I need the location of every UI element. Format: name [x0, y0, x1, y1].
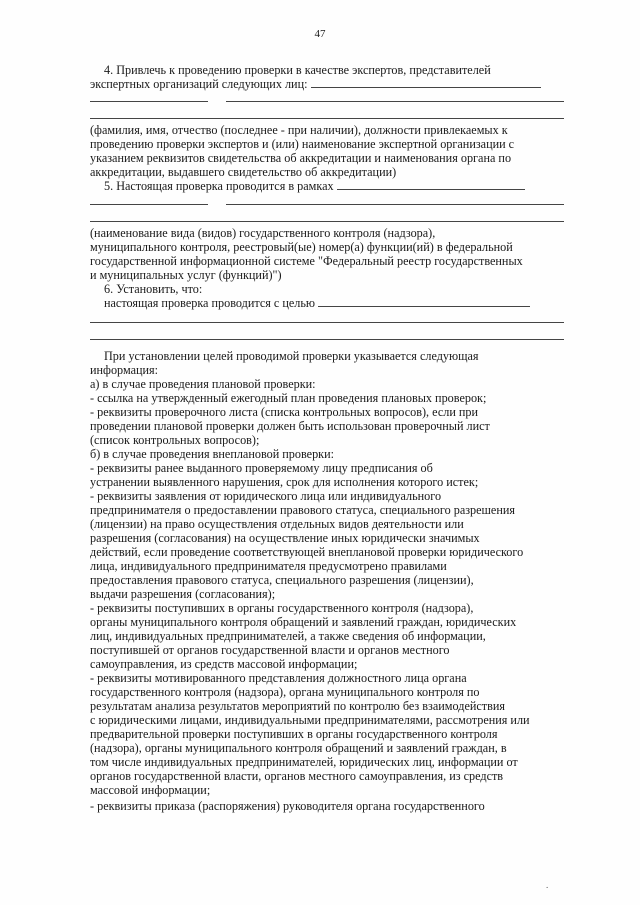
scan-mark: . — [546, 880, 549, 890]
body-line: поступившей от органов государственной власти и органов местного — [90, 643, 450, 657]
body-line: органов государственной власти, органов местного самоуправления, из средств — [90, 769, 504, 783]
body-line: (надзора), органы муниципального контроля обращений и заявлений граждан, в — [90, 741, 507, 755]
body-line: (список контрольных вопросов); — [90, 433, 260, 447]
body-line: - реквизиты приказа (распоряжения) руководителя органа государственного — [90, 799, 485, 813]
item-6-purpose-line: настоящая проверка проводится с целью — [104, 296, 530, 310]
body-line: При установлении целей проводимой проверки указывается следующая — [104, 349, 479, 363]
body-line: а) в случае проведения плановой проверки: — [90, 377, 316, 391]
body-line: государственного контроля (надзора), органа муниципального контроля по — [90, 685, 480, 699]
body-line: лиц, индивидуальных предпринимателей, а также сведения об информации, — [90, 629, 486, 643]
fill-line — [90, 101, 208, 102]
body-line: - ссылка на утвержденный ежегодный план проведения плановых проверок; — [90, 391, 487, 405]
fill-line — [337, 179, 525, 190]
note-line: (фамилия, имя, отчество (последнее - при наличии), должности привлекаемых к — [90, 123, 508, 137]
item-5-line: 5. Настоящая проверка проводится в рамках — [104, 179, 525, 193]
fill-line — [226, 204, 564, 205]
body-line: самоуправления, из средств массовой информации; — [90, 657, 358, 671]
body-line: информация: — [90, 363, 159, 377]
body-line: предоставления правового статуса, специального разрешения (лицензии), — [90, 573, 474, 587]
item-4-line-1: 4. Привлечь к проведению проверки в качестве экспертов, представителей — [104, 63, 491, 77]
fill-line — [318, 296, 530, 307]
body-line: - реквизиты мотивированного представления должностного лица органа — [90, 671, 467, 685]
fill-line — [90, 339, 564, 340]
body-line: - реквизиты проверочного листа (списка контрольных вопросов), если при — [90, 405, 479, 419]
body-line: предпринимателя о предоставлении правового статуса, специального разрешения — [90, 503, 515, 517]
body-line: устранении выявленного нарушения, срок для исполнения которого истек; — [90, 475, 479, 489]
body-line: органы муниципального контроля обращений и заявлений граждан, юридических — [90, 615, 517, 629]
body-line: (лицензии) на право осуществления отдельных видов деятельности или — [90, 517, 464, 531]
fill-line — [226, 101, 564, 102]
fill-line — [90, 221, 564, 222]
body-line: результатам анализа результатов мероприятий по контролю без взаимодействия — [90, 699, 506, 713]
fill-line — [90, 322, 564, 323]
item-6-line: 6. Установить, что: — [104, 282, 203, 296]
note-line: и муниципальных услуг (функций)") — [90, 268, 282, 282]
fill-line — [90, 118, 564, 119]
body-line: том числе индивидуальных предпринимателей, юридических лиц, информации от — [90, 755, 518, 769]
note-line: указанием реквизитов свидетельства об аккредитации и наименования органа по — [90, 151, 512, 165]
body-line: действий, если проведение соответствующей внеплановой проверки юридического — [90, 545, 524, 559]
page-number: 47 — [314, 28, 326, 40]
body-line: - реквизиты ранее выданного проверяемому лицу предписания об — [90, 461, 433, 475]
note-line: (наименование вида (видов) государственного контроля (надзора), — [90, 226, 436, 240]
note-line: аккредитации, выдавшего свидетельство об аккредитации) — [90, 165, 397, 179]
body-line: выдачи разрешения (согласования); — [90, 587, 276, 601]
body-line: с юридическими лицами, индивидуальными предпринимателями, рассмотрения или — [90, 713, 530, 727]
body-line: лица, индивидуального предпринимателя предусмотрено правилами — [90, 559, 447, 573]
body-line: предварительной проверки поступивших в органы государственного контроля — [90, 727, 498, 741]
body-line: - реквизиты заявления от юридического лица или индивидуального — [90, 489, 442, 503]
body-line: б) в случае проведения внеплановой проверки: — [90, 447, 335, 461]
note-line: государственной информационной системе "Федеральный реестр государственных — [90, 254, 523, 268]
note-line: проведению проверки экспертов и (или) наименование экспертной организации с — [90, 137, 515, 151]
item-4-line-2: экспертных организаций следующих лиц: — [90, 77, 541, 91]
fill-line — [90, 204, 208, 205]
note-line: муниципального контроля, реестровый(ые) номер(а) функции(ий) в федеральной — [90, 240, 513, 254]
fill-line — [311, 77, 541, 88]
body-line: - реквизиты поступивших в органы государственного контроля (надзора), — [90, 601, 474, 615]
body-line: проведении плановой проверки должен быть использован проверочный лист — [90, 419, 490, 433]
body-line: разрешения (согласования) на осуществление иных юридически значимых — [90, 531, 480, 545]
body-line: массовой информации; — [90, 783, 211, 797]
